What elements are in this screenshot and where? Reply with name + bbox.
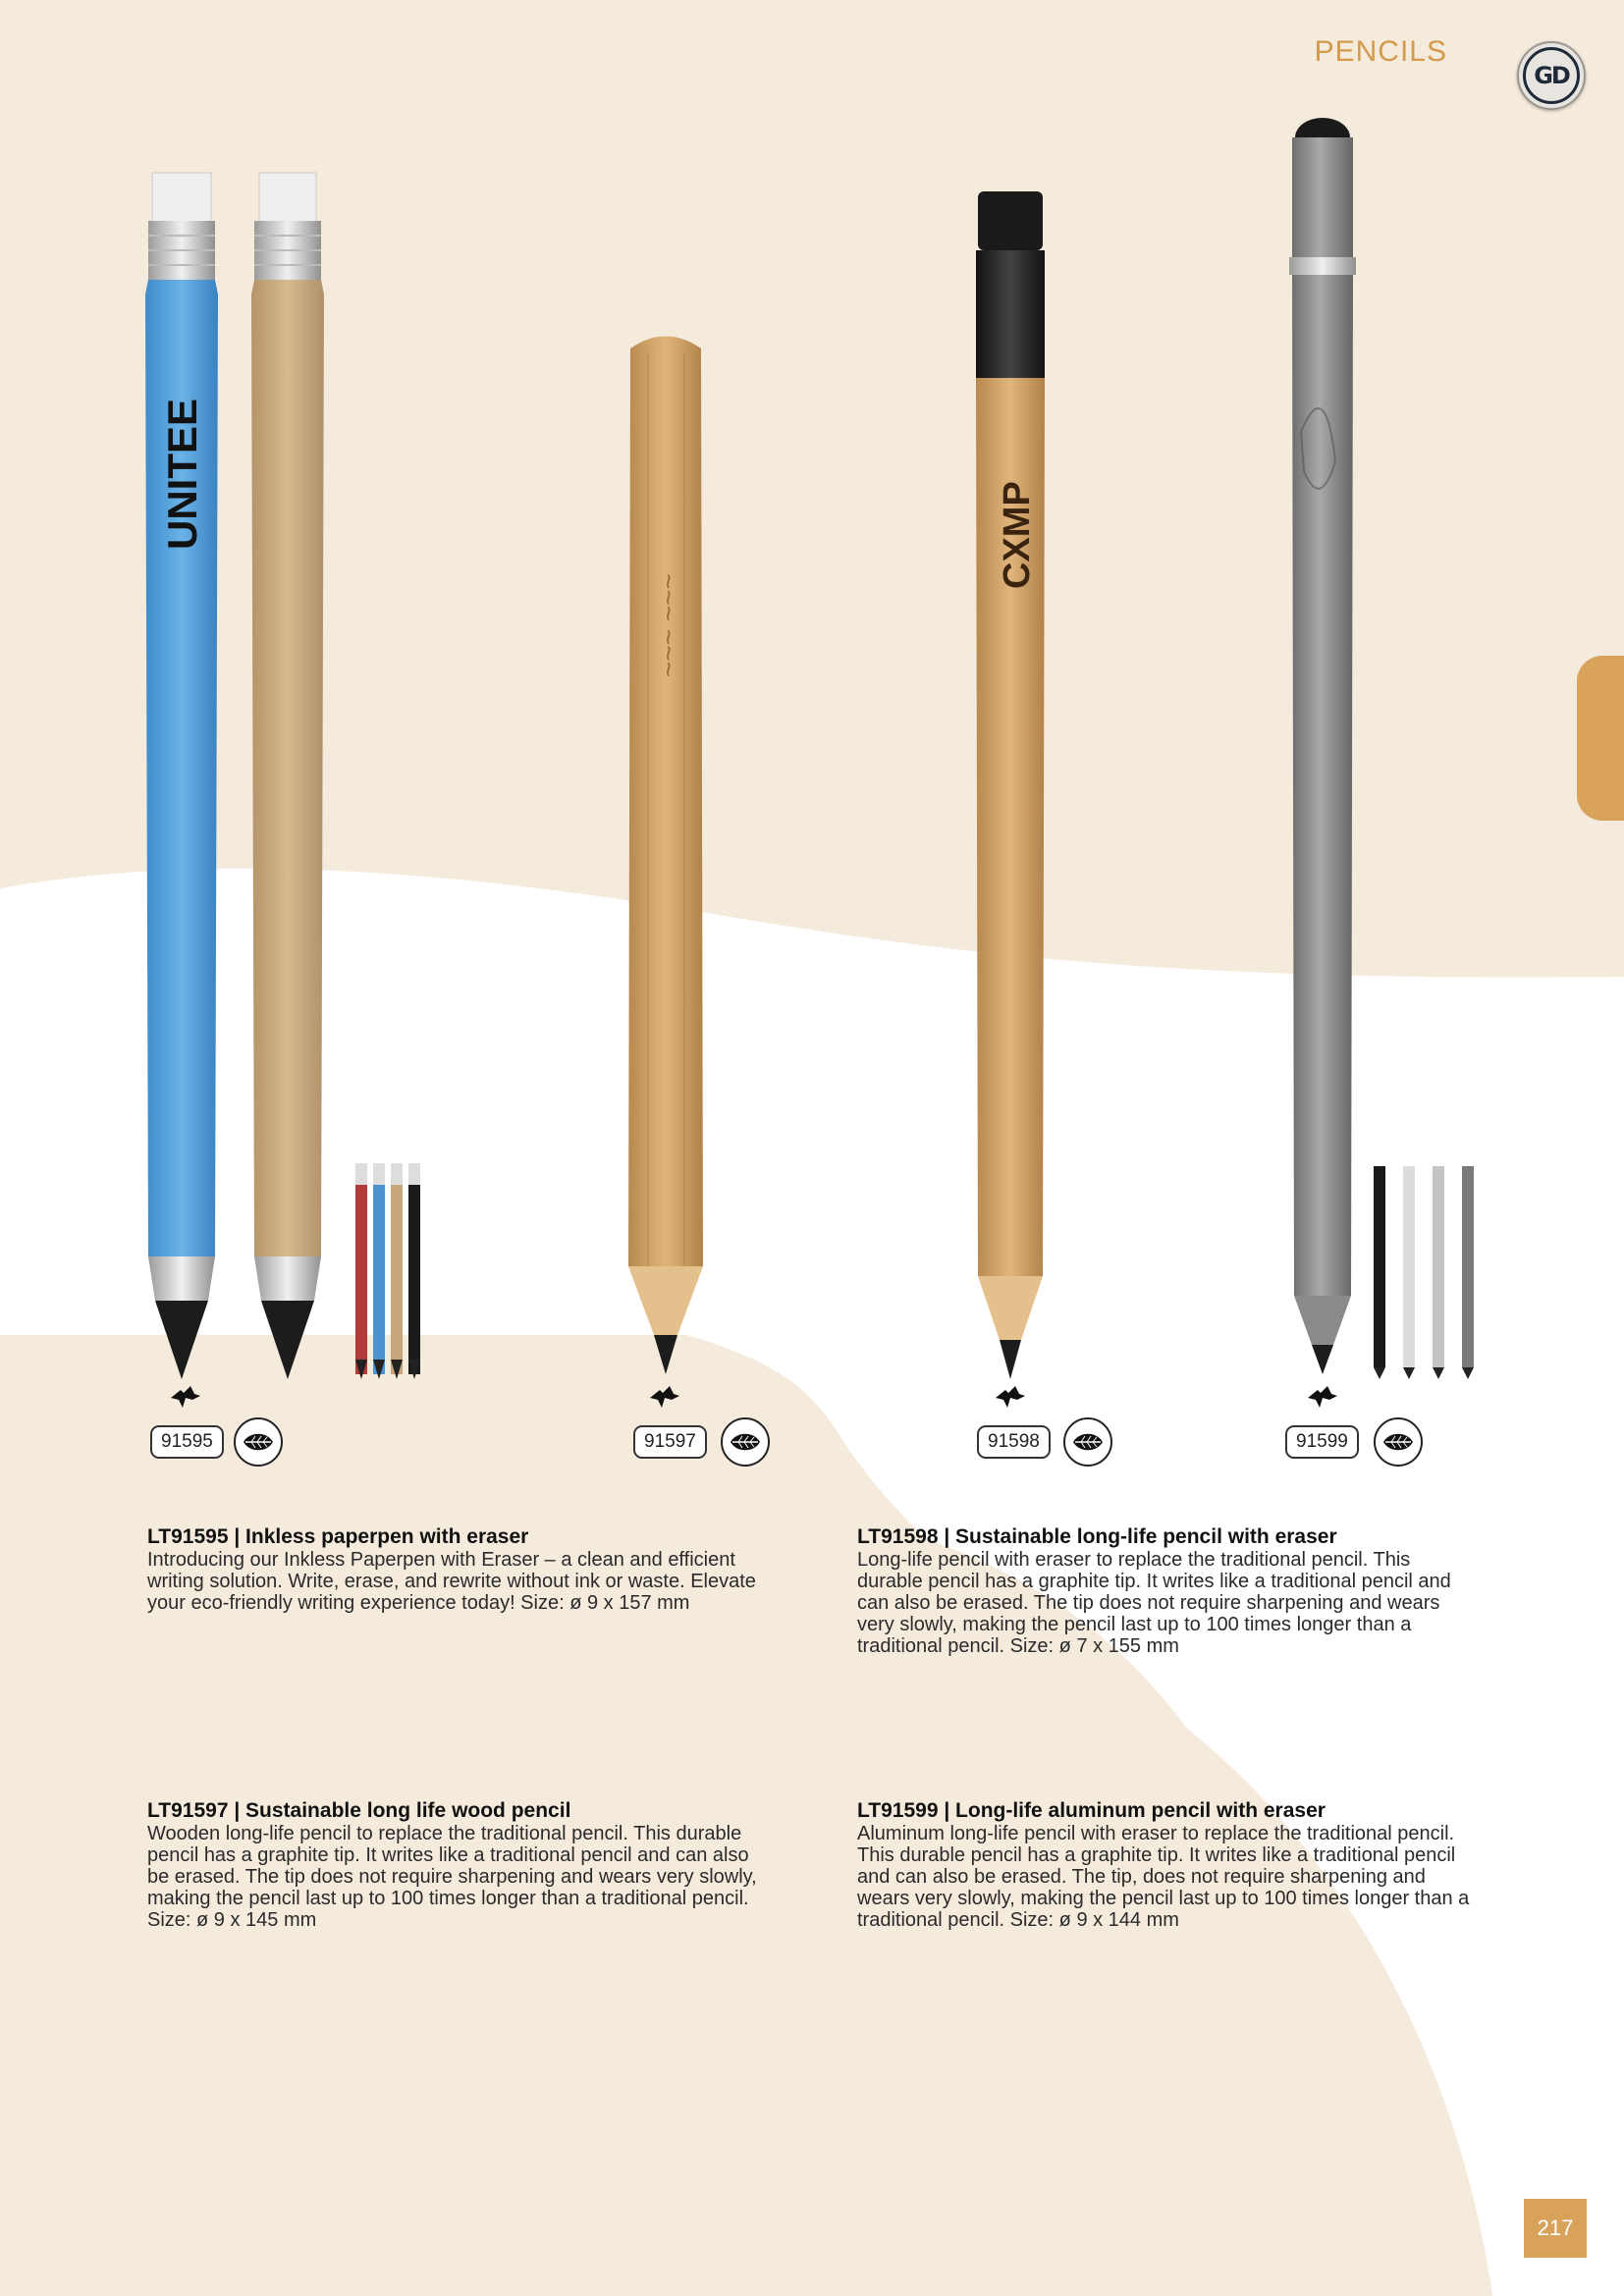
- pencil-eraser-black: [976, 191, 1045, 1379]
- product-lt91597: [147, 1799, 771, 1931]
- product-lt91595: [147, 1525, 771, 1614]
- engraving-icon: [1306, 1384, 1339, 1410]
- product-description: Long-life pencil with eraser to replace the traditional pencil. This durable pencil has a graphite tip. It writes like a traditional pencil and can also be erased. The tip does not require sharpening and wears very slowly, making the pencil last up to 100 times longer than a traditional pencil. Size: ø 7 x 155 mm: [857, 1549, 1451, 1657]
- page-number: 217: [1524, 2199, 1587, 2258]
- pencil-kraft: [251, 173, 324, 1379]
- imprint-wood: ~~~ ~~~: [653, 573, 683, 677]
- product-lt91599: [857, 1799, 1481, 1931]
- pencil-blue: [145, 173, 218, 1379]
- pencil-wood: [628, 337, 703, 1375]
- product-title: LT91598 | Sustainable long-life pencil with eraser: [857, 1525, 1337, 1548]
- imprint-unitee: UNITEE: [159, 398, 205, 550]
- leaf-icon: [1374, 1417, 1423, 1467]
- gd-logo-mark: GD: [1523, 47, 1580, 104]
- engraving-icon: [994, 1384, 1027, 1410]
- engraving-icon: [648, 1384, 681, 1410]
- pencil-aluminum: [1289, 118, 1356, 1374]
- color-variants-91599: [1374, 1166, 1474, 1379]
- engraving-icon: [169, 1384, 202, 1410]
- imprint-cxmp: CXMP: [997, 481, 1038, 589]
- leaf-icon: [1063, 1417, 1112, 1467]
- leaf-icon: [721, 1417, 770, 1467]
- product-title: LT91595 | Inkless paperpen with eraser: [147, 1525, 529, 1548]
- product-description: Aluminum long-life pencil with eraser to replace the traditional pencil. This durable pencil has a graphite tip. It writes like a traditional pencil and can also be erased. The tip, does not require sharpening and wears very slowly, making the pencil last up to 100 times longer than a traditional pencil. Size: ø 9 x 144 mm: [857, 1823, 1470, 1931]
- product-lt91598: [857, 1525, 1481, 1657]
- product-title: LT91599 | Long-life aluminum pencil with eraser: [857, 1799, 1326, 1822]
- product-description: Introducing our Inkless Paperpen with Eraser – a clean and efficient writing solution. Write, erase, and rewrite without ink or waste. Elevate your eco-friendly writing experience today! Size: ø 9 x 157 mm: [147, 1549, 756, 1614]
- section-title: PENCILS: [1314, 35, 1447, 68]
- code-badge-91599: 91599: [1285, 1425, 1359, 1459]
- product-title: LT91597 | Sustainable long life wood pencil: [147, 1799, 571, 1822]
- code-badge-91598: 91598: [977, 1425, 1051, 1459]
- leaf-icon: [234, 1417, 283, 1467]
- product-description: Wooden long-life pencil to replace the traditional pencil. This durable pencil has a graphite tip. It writes like a traditional pencil and can also be erased. The tip does not require sharpening and wears very slowly, making the pencil last up to 100 times longer than a traditional pencil. Size: ø 9 x 145 mm: [147, 1823, 757, 1931]
- code-badge-91595: 91595: [150, 1425, 224, 1459]
- color-variants-91595: [355, 1163, 420, 1379]
- code-badge-91597: 91597: [633, 1425, 707, 1459]
